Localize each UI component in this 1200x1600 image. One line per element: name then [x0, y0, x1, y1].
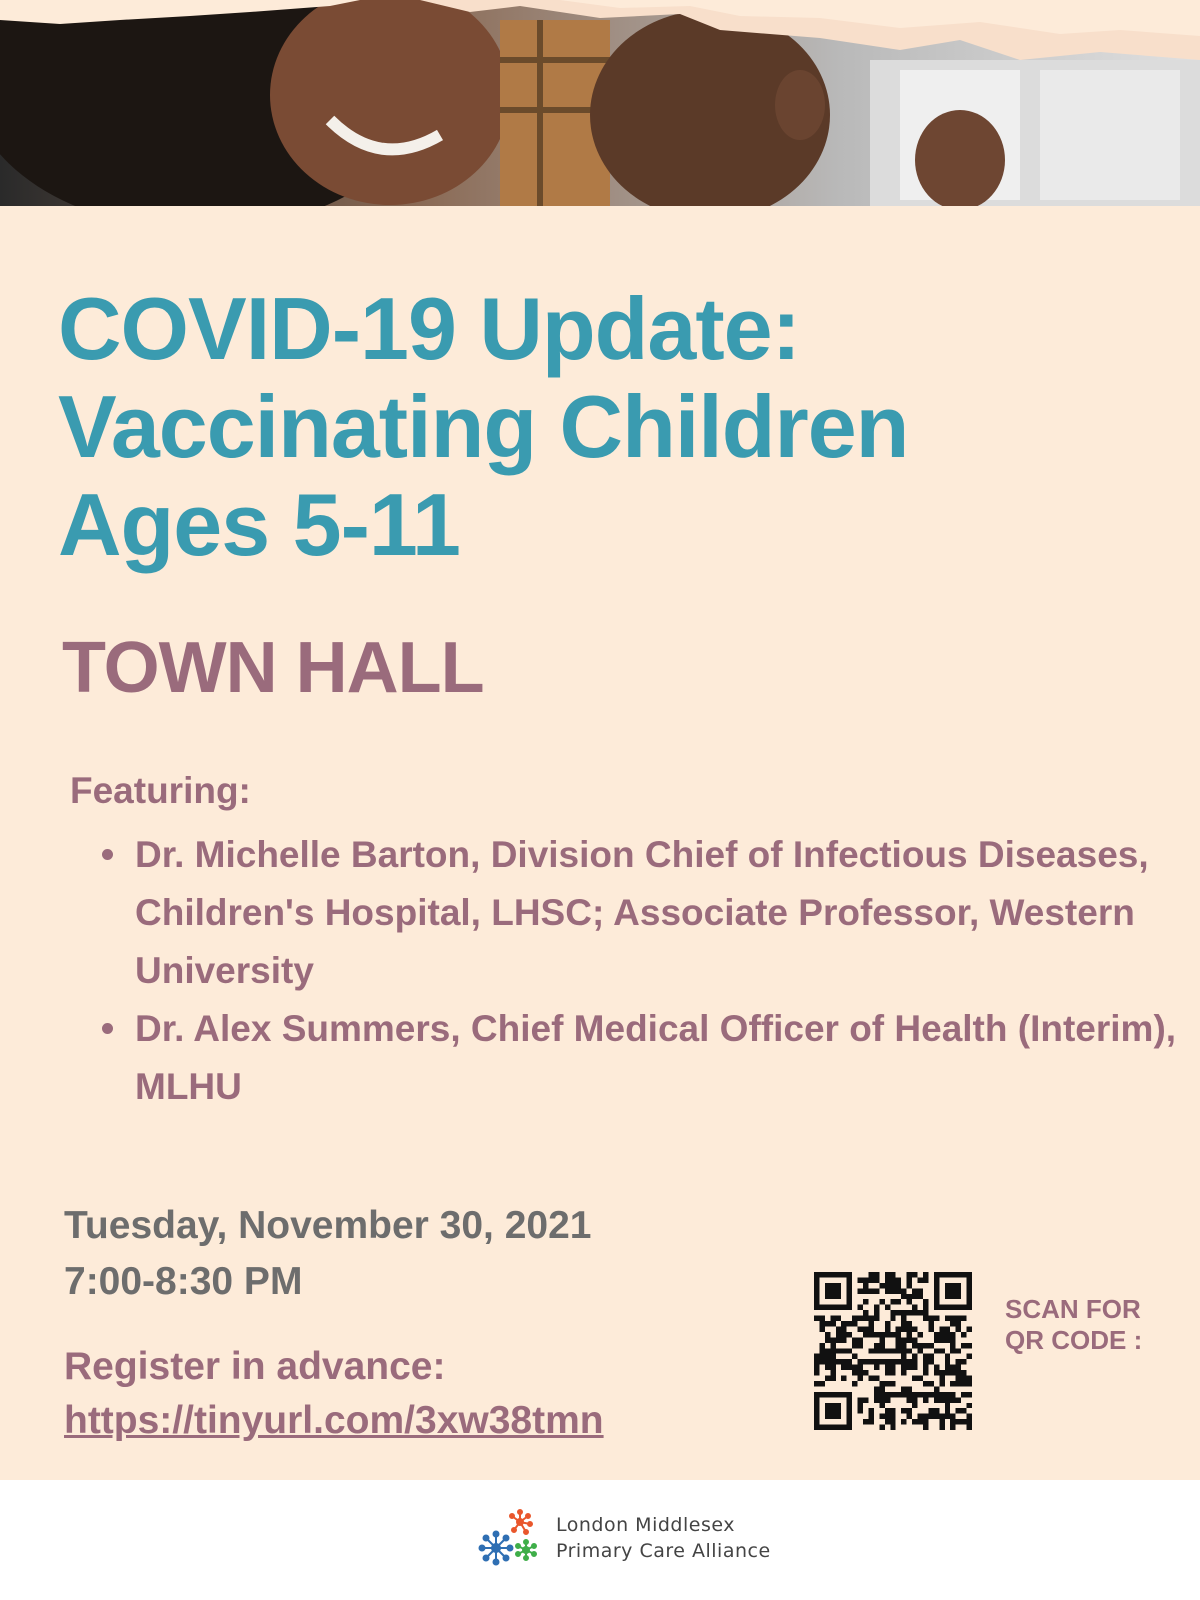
bullet-icon [102, 1023, 113, 1034]
register-link[interactable]: https://tinyurl.com/3xw38tmn [64, 1399, 604, 1442]
poster-title [58, 280, 1138, 574]
title-line: Vaccinating Children [58, 377, 909, 476]
hero-photo [0, 0, 1200, 206]
starburst-logo-icon [478, 1508, 546, 1576]
event-date: Tuesday, November 30, 2021 [64, 1204, 592, 1247]
event-datetime [64, 1198, 592, 1310]
event-time: 7:00-8:30 PM [64, 1260, 303, 1303]
register-label: Register in advance: [64, 1345, 446, 1388]
speaker-item [100, 826, 1180, 1000]
registration-block [64, 1340, 604, 1448]
qr-caption: SCAN FOR QR CODE : [1005, 1294, 1143, 1355]
speaker-text: Dr. Michelle Barton, Division Chief of Infectious Diseases, Children's Hospital, LHSC; Associate Professor, Western University [135, 834, 1149, 991]
speaker-text: Dr. Alex Summers, Chief Medical Officer of Health (Interim), MLHU [135, 1008, 1177, 1107]
speaker-item [100, 1000, 1180, 1116]
org-name-line: Primary Care Alliance [556, 1540, 771, 1562]
org-name-line: London Middlesex [556, 1514, 735, 1536]
title-line: Ages 5-11 [58, 475, 460, 574]
qr-code-icon[interactable] [814, 1272, 972, 1430]
title-line: COVID-19 Update: [58, 279, 800, 378]
bullet-icon [102, 849, 113, 860]
featuring-label: Featuring: [70, 770, 251, 811]
footer [0, 1480, 1200, 1600]
speaker-list [100, 826, 1180, 1116]
organization-name [556, 1512, 771, 1564]
hero-photo-image [0, 0, 1200, 206]
event-subtitle: TOWN HALL [62, 628, 484, 708]
